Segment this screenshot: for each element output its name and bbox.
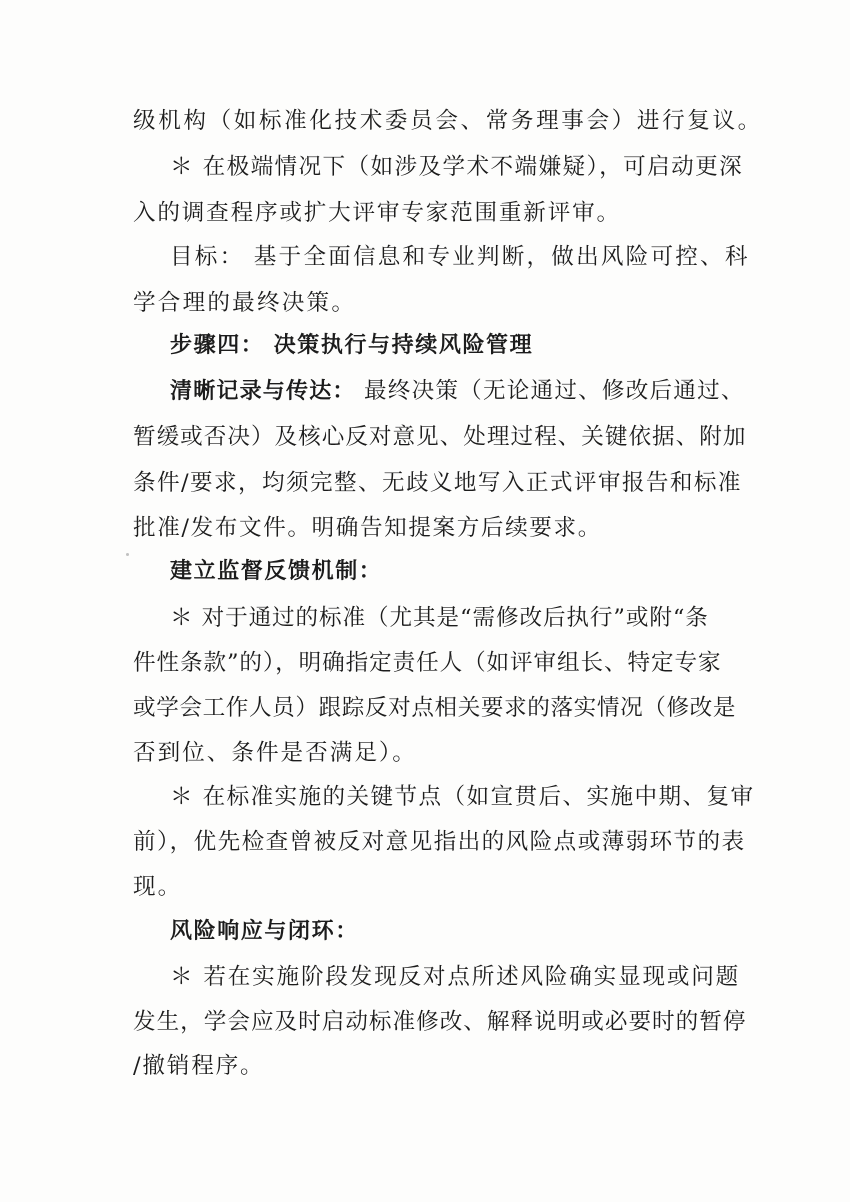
record-communicate-text: 最终决策（无论通过、修改后通过、 bbox=[355, 378, 745, 404]
paragraph-line: 条件/要求，均须完整、无歧义地写入正式评审报告和标准 bbox=[133, 470, 742, 496]
paragraph-line: 前），优先检查曾被反对意见指出的风险点或薄弱环节的表 bbox=[133, 829, 746, 855]
goal-line: 目标： 基于全面信息和专业判断，做出风险可控、科 bbox=[170, 244, 750, 270]
paragraph-line: 发生，学会应及时启动标准修改、解释说明或必要时的暂停 bbox=[133, 1009, 747, 1035]
bullet-line: ＊ 在极端情况下（如涉及学术不端嫌疑），可启动更深 bbox=[170, 154, 744, 180]
paragraph-line: 学合理的最终决策。 bbox=[133, 290, 357, 316]
paragraph-line: 暂缓或否决）及核心反对意见、处理过程、关键依据、附加 bbox=[133, 424, 747, 450]
paragraph-line: /撤销程序。 bbox=[133, 1053, 265, 1079]
record-communicate-line bbox=[170, 371, 745, 411]
step-four-heading: 步骤四： 决策执行与持续风险管理 bbox=[170, 333, 534, 358]
risk-response-heading: 风险响应与闭环： bbox=[170, 919, 359, 944]
paragraph-line: 现。 bbox=[133, 874, 183, 900]
paragraph-line: 否到位、条件是否满足）。 bbox=[133, 740, 417, 766]
scan-speck bbox=[126, 553, 129, 556]
bullet-line: ＊ 对于通过的标准（尤其是“需修改后执行”或附“条 bbox=[170, 605, 709, 631]
paragraph-line: 件性条款”的），明确指定责任人（如评审组长、特定专家 bbox=[133, 650, 722, 676]
bullet-line: ＊ 在标准实施的关键节点（如宣贯后、实施中期、复审 bbox=[170, 784, 755, 810]
paragraph-line: 或学会工作人员）跟踪反对点相关要求的落实情况（修改是 bbox=[133, 695, 737, 721]
paragraph-line: 级机构（如标准化技术委员会、常务理事会）进行复议。 bbox=[133, 108, 763, 134]
paragraph-line: 批准/发布文件。明确告知提案方后续要求。 bbox=[133, 515, 602, 541]
paragraph-line: 入的调查程序或扩大评审专家范围重新评审。 bbox=[133, 200, 621, 226]
record-communicate-heading: 清晰记录与传达： bbox=[170, 379, 356, 404]
bullet-line: ＊ 若在实施阶段发现反对点所述风险确实显现或问题 bbox=[170, 964, 741, 990]
supervision-feedback-heading: 建立监督反馈机制： bbox=[170, 559, 383, 584]
